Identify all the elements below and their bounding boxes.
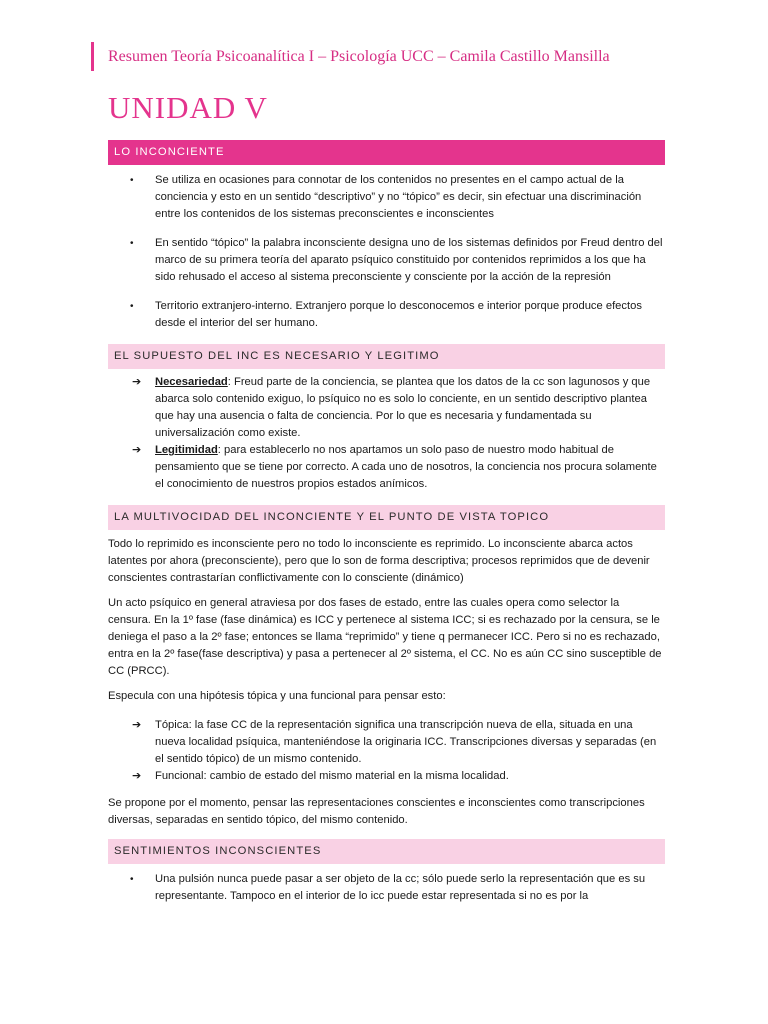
- document-body: [108, 140, 665, 905]
- arrow-item: [108, 442, 665, 493]
- section-heading-multivocidad: LA MULTIVOCIDAD DEL INCONCIENTE Y EL PUNTO DE VISTA TOPICO: [108, 505, 665, 530]
- running-header: Resumen Teoría Psicoanalítica I – Psicología UCC – Camila Castillo Mansilla: [108, 48, 610, 65]
- unit-title: UNIDAD V: [108, 90, 268, 125]
- arrow-right-icon: ➔: [132, 719, 142, 731]
- bullet-item: [108, 871, 665, 905]
- paragraph: Todo lo reprimido es inconsciente pero no todo lo inconsciente es reprimido. Lo inconsciente abarca actos latentes por ahora (preconsciente), pero que lo son de forma descriptiva; procesos reprimidos que de devenir conscientes contrastarían conflictivamente con lo consciente (dinámico): [108, 538, 650, 584]
- bullet-icon: •: [130, 301, 134, 312]
- arrow-text: : Freud parte de la conciencia, se plantea que los datos de la cc son lagunosos y que abarca solo contenido exiguo, lo psíquico no es solo lo conciente, en un sentido descriptivo plantea que hay una ausencia o falta de conciencia. Por lo que es necesaria y fundamentada su universalización como existe.: [155, 376, 651, 439]
- bullet-list-sentimientos: [108, 871, 665, 905]
- section-heading-sentimientos: SENTIMIENTOS INCONSCIENTES: [108, 839, 665, 864]
- bullet-icon: •: [130, 175, 134, 186]
- bullet-icon: •: [130, 238, 134, 249]
- arrow-right-icon: ➔: [132, 376, 142, 388]
- arrow-item: [108, 717, 665, 768]
- bullet-text: Una pulsión nunca puede pasar a ser objeto de la cc; sólo puede serlo la representación que es su representante. Tampoco en el interior de lo icc puede estar representada si no es por la: [155, 873, 646, 902]
- header-accent-bar: [91, 42, 94, 71]
- arrow-right-icon: ➔: [132, 444, 142, 456]
- bullet-item: [108, 298, 665, 332]
- bullet-list-inconciente: [108, 172, 665, 332]
- bullet-item: [108, 235, 665, 286]
- arrow-text: Tópica: la fase CC de la representación significa una transcripción nueva de ella, situada en una nueva localidad psíquica, manteniéndose la originaria ICC. Transcripciones diversas y separadas (en el sentido tópico) de un mismo contenido.: [155, 719, 657, 765]
- arrow-right-icon: ➔: [132, 770, 142, 782]
- bullet-text: En sentido “tópico” la palabra inconsciente designa uno de los sistemas definidos por Freud dentro del marco de su primera teoría del aparato psíquico constituido por contenidos reprimidos a los que ha sido rehusado el acceso al sistema preconsciente y consciente por la acción de la represión: [155, 237, 663, 283]
- paragraph: Se propone por el momento, pensar las representaciones conscientes e inconscientes como transcripciones diversas, separadas en sentido tópico, del mismo contenido.: [108, 797, 645, 826]
- arrow-list-hipotesis: [108, 717, 665, 785]
- bullet-item: [108, 172, 665, 223]
- arrow-item: [108, 768, 665, 785]
- arrow-text: Funcional: cambio de estado del mismo material en la misma localidad.: [155, 770, 509, 782]
- term-label: Necesariedad: [155, 376, 228, 388]
- bullet-icon: •: [130, 874, 134, 885]
- bullet-text: Territorio extranjero-interno. Extranjero porque lo desconocemos e interior porque produce efectos desde el interior del ser humano.: [155, 300, 642, 329]
- section-heading-supuesto: EL SUPUESTO DEL INC ES NECESARIO Y LEGITIMO: [108, 344, 665, 369]
- arrow-item: [108, 374, 665, 442]
- section-heading-inconciente: LO INCONCIENTE: [108, 140, 665, 165]
- term-label: Legitimidad: [155, 444, 218, 456]
- bullet-text: Se utiliza en ocasiones para connotar de los contenidos no presentes en el campo actual de la conciencia y esto en un sentido “descriptivo” y no “tópico” es decir, sin efectuar una discriminación entre los contenidos de los sistemas preconscientes e inconscientes: [155, 174, 642, 220]
- paragraph: Especula con una hipótesis tópica y una funcional para pensar esto:: [108, 690, 446, 702]
- paragraph: Un acto psíquico en general atraviesa por dos fases de estado, entre las cuales opera como selector la censura. En la 1º fase (fase dinámica) es ICC y pertenece al sistema ICC; si es rechazado por la censura, se le deniega el paso a la 2º fase; entonces se llama “reprimido” y tiene q permanecer ICC. Pero si no es rechazado, entra en la 2º fase(fase descriptiva) y pasa a pertenecer al 2º sistema, el CC. No es aún CC sino susceptible de CC (PRCC).: [108, 597, 662, 677]
- arrow-list-supuesto: [108, 374, 665, 493]
- arrow-text: : para establecerlo no nos apartamos un solo paso de nuestro modo habitual de pensamiento que se tiene por correcto. A cada uno de nosotros, la conciencia nos procura solamente el conocimiento de nuestros propios estados anímicos.: [155, 444, 657, 490]
